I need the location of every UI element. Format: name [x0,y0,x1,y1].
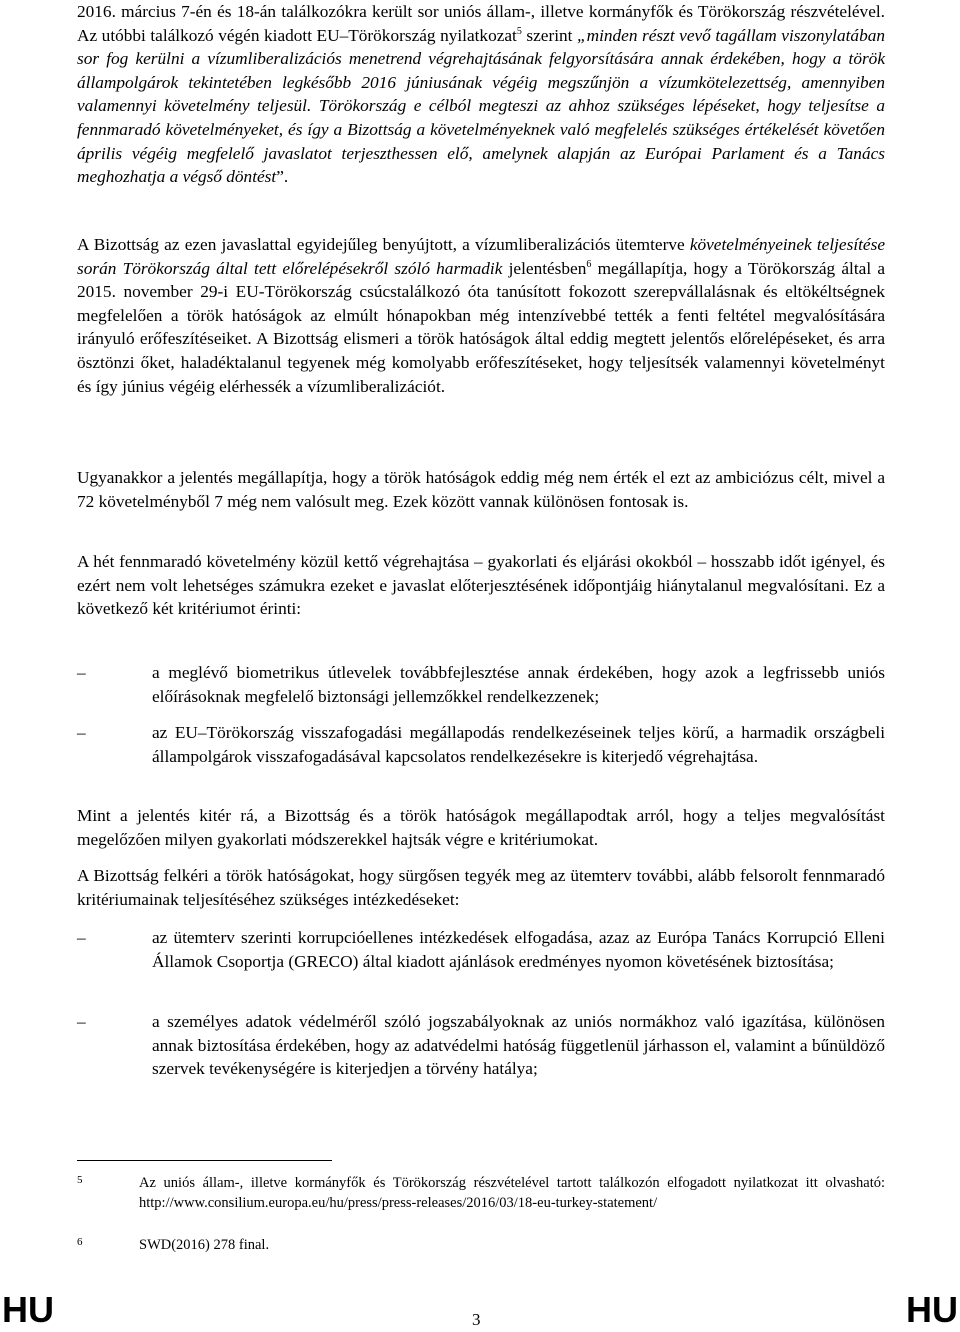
footnote-text: SWD(2016) 278 final. [139,1237,270,1253]
footnote-number: 5 [77,1174,83,1186]
paragraph-text: A Bizottság az ezen javaslattal egyidejűleg benyújtott, a vízumliberalizációs ütemterve [77,235,690,254]
list-item-text: az EU–Törökország visszafogadási megállapodás rendelkezéseinek teljes körű, a harmadik országbeli állampolgárok visszafogadásával kapcsolatos rendelkezésekre is kiterjedő végrehajtása. [152,723,885,766]
footnote-number: 6 [77,1236,83,1248]
dash-bullet: – [77,928,86,947]
quoted-statement-continued: Törökország e célból megteszi az ahhoz szükséges lépéseket, hogy teljesítse a fennmaradó követelményeket, és így a Bizottság a követelményeknek való megfelelés szükséges értékelését követően április végéig megfelelő javaslatot terjeszthessen elő, amelynek alapján az Európai Parlament és a Tanács meghozhatja a végső döntést [77,96,885,187]
paragraph-text: A Bizottság felkéri a török hatóságokat, hogy sürgősen tegyék meg az ütemterv további, alább felsorolt fennmaradó kritériumainak teljesítéséhez szükséges intézkedéseket: [77,866,885,909]
paragraph-commission-report [77,233,885,398]
paragraph-ambitious-goal [77,466,885,513]
paragraph-text: megállapítja, hogy a Törökország által a 2015. november 29-i EU-Törökország csúcstalálkozó óta tanúsított fokozott szerepvállalásnak és eltökéltségnek megfelelően a török hatóságok az elmúlt hónapokban még intenzívebbé tették a fenti feltétel megvalósítására irányuló erőfeszítéseiket. A Bizottság elismeri a török hatóságok által eddig megtett jelentős előrelépéseket, és arra ösztönzi őket, haladéktalanul tegyenek még komolyabb erőfeszítéseket, hogy teljesítsék valamennyi követelményt és így június végéig elérhessék a vízumliberalizációt. [77,258,886,396]
paragraph-summit [77,0,885,189]
dash-bullet: – [77,1012,86,1031]
page-number: 3 [472,1310,481,1329]
paragraph-agreed-methods [77,804,885,851]
list-item-text: az ütemterv szerinti korrupcióellenes intézkedések elfogadása, azaz az Európa Tanács Korrupció Elleni Államok Csoportja (GRECO) által kiadott ajánlások eredményes nyomon követésének biztosítása; [152,928,885,971]
paragraph-text: Ugyanakkor a jelentés megállapítja, hogy a török hatóságok eddig még nem érték el ezt az ambiciózus célt, mivel a 72 követelményből 7 még nem valósult meg. Ezek között vannak különösen fontosak is. [77,468,885,511]
footnote-ref-6: 6 [586,258,592,270]
dash-bullet: – [77,723,86,742]
list-item-text: a személyes adatok védelméről szóló jogszabályoknak az uniós normákhoz való igazítása, különösen annak biztosítása érdekében, hogy az adatvédelmi hatóság függetlenül járhasson el, valamint a bűnüldöző szervek tevékenységére is kiterjedjen a törvény hatálya; [152,1012,885,1079]
paragraph-text: szerint [521,25,577,45]
footnote-text: Az uniós állam-, illetve kormányfők és Törökország részvételével tartott találkozón elfogadott nyilatkozat itt olvasható: http://www.consilium.europa.eu/hu/press/press-releases/2016/03/18-eu-turkey-statement/ [139,1175,885,1211]
report-title: követelményeinek teljesítése során Törökország által tett előrelépésekről szóló harmadik [77,235,885,278]
language-code-left: HU [2,1289,54,1330]
language-code-right: HU [906,1289,958,1330]
paragraph-text: 2016. március 7-én és 18-án találkozókra került sor uniós állam-, illetve kormányfők és Törökország részvételével. Az utóbbi találkozó végén kiadott EU–Törökország nyilatkozat [77,2,885,45]
paragraph-call-to-action [77,864,885,911]
paragraph-text: jelentésben [502,258,587,278]
footnote-separator [77,1160,332,1161]
paragraph-text: Mint a jelentés kitér rá, a Bizottság és a török hatóságok megállapodtak arról, hogy a teljes megvalósítást megelőzően milyen gyakorlati módszerekkel hajtsák végre e kritériumokat. [77,806,885,849]
closing-quote: ”. [276,167,289,187]
list-item-text: a meglévő biometrikus útlevelek továbbfejlesztése annak érdekében, hogy azok a legfrissebb uniós előírásoknak megfelelő biztonsági jellemzőkkel rendelkezzenek; [152,663,885,706]
quoted-statement: „minden részt vevő tagállam viszonylatában sor fog kerülni a vízumliberalizációs menetrend végrehajtásának felgyorsítására annak érdekében, hogy a török állampolgárok tekintetében legkésőbb 2016 júniusának végéig megszűnjön a vízumkötelezettség, amennyiben valamennyi követelmény teljesül. [77,25,885,116]
paragraph-text: A hét fennmaradó követelmény közül kettő végrehajtása – gyakorlati és eljárási okokból – hosszabb időt igényel, és ezért nem volt lehetséges számukra ezeket e javaslat előterjesztésének időpontjáig hiánytalanul megvalósítani. Ez a következő két kritériumot érinti: [77,552,885,619]
footnote-ref-5: 5 [516,25,522,37]
dash-bullet: – [77,663,86,682]
paragraph-remaining-requirements [77,550,885,621]
